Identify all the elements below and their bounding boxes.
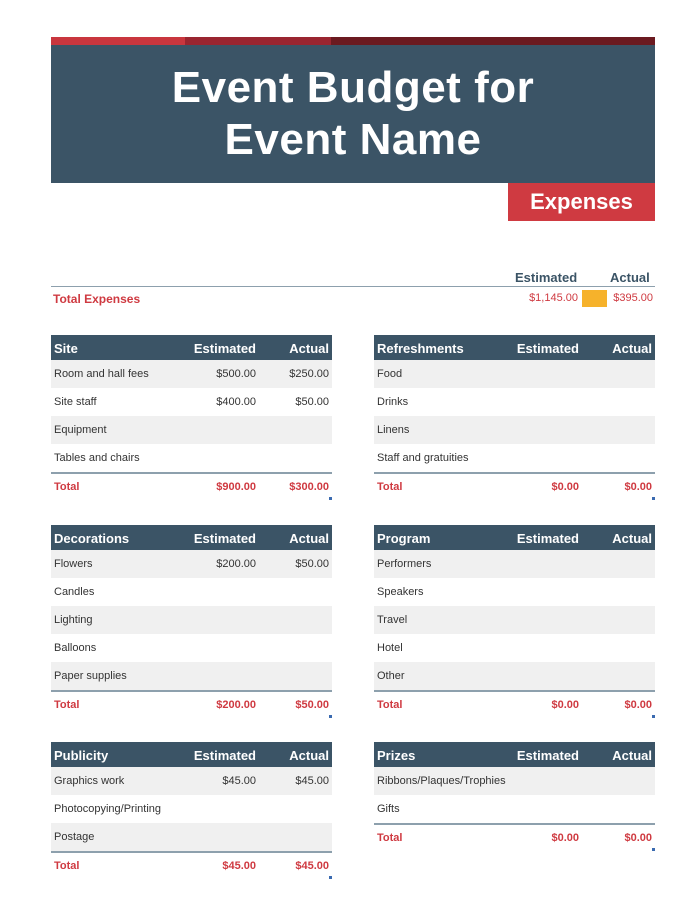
item-estimated[interactable]: $500.00 (216, 368, 256, 380)
table-row[interactable] (51, 578, 332, 606)
item-name: Ribbons/Plaques/Trophies (377, 775, 506, 787)
table-title: Prizes (377, 748, 416, 763)
item-name: Paper supplies (54, 670, 127, 682)
table-row[interactable] (374, 388, 655, 416)
item-name: Drinks (377, 396, 409, 408)
total-estimated: $200.00 (216, 699, 256, 711)
table-resize-handle[interactable] (652, 848, 655, 851)
item-name: Gifts (377, 803, 400, 815)
actual-header: Actual (289, 748, 329, 763)
table-row[interactable] (51, 444, 332, 472)
estimated-header: Estimated (193, 748, 256, 763)
item-actual[interactable]: $45.00 (295, 775, 329, 787)
table-row[interactable] (374, 767, 655, 795)
item-name: Lighting (54, 614, 93, 626)
item-name: Hotel (377, 642, 403, 654)
estimated-header: Estimated (516, 748, 579, 763)
total-actual: $0.00 (624, 699, 652, 711)
item-estimated[interactable]: $200.00 (216, 558, 256, 570)
table-row[interactable] (51, 388, 332, 416)
total-row (374, 690, 655, 720)
actual-header: Actual (612, 748, 652, 763)
accent-segment-1 (51, 37, 185, 45)
actual-header: Actual (289, 341, 329, 356)
table-row[interactable] (374, 550, 655, 578)
variance-highlight (582, 290, 607, 307)
total-estimated: $0.00 (551, 481, 579, 493)
item-estimated[interactable]: $45.00 (222, 775, 256, 787)
item-estimated[interactable]: $400.00 (216, 396, 256, 408)
summary-divider (51, 286, 655, 287)
item-name: Tables and chairs (54, 452, 140, 464)
table-title: Decorations (54, 531, 130, 546)
total-label: Total (54, 860, 80, 872)
table-row[interactable] (374, 795, 655, 823)
table-header (51, 335, 332, 360)
table-resize-handle[interactable] (329, 876, 332, 879)
title-line-1[interactable]: Event Budget for (171, 63, 535, 112)
table-row[interactable] (51, 416, 332, 444)
total-row (51, 690, 332, 720)
total-actual: $45.00 (295, 860, 329, 872)
total-row (51, 472, 332, 502)
decorations-table (51, 525, 332, 720)
estimated-header: Estimated (193, 341, 256, 356)
table-resize-handle[interactable] (652, 715, 655, 718)
title-banner (51, 45, 655, 183)
item-actual[interactable]: $250.00 (289, 368, 329, 380)
publicity-table (51, 742, 332, 881)
item-name: Flowers (54, 558, 93, 570)
estimated-header: Estimated (516, 531, 579, 546)
table-header (374, 525, 655, 550)
total-expenses-actual[interactable]: $395.00 (613, 292, 653, 304)
total-estimated: $900.00 (216, 481, 256, 493)
total-row (374, 472, 655, 502)
table-header (374, 335, 655, 360)
table-row[interactable] (374, 360, 655, 388)
table-row[interactable] (374, 444, 655, 472)
table-resize-handle[interactable] (329, 715, 332, 718)
total-actual: $0.00 (624, 481, 652, 493)
summary-estimated-header: Estimated (515, 270, 578, 285)
total-label: Total (377, 699, 403, 711)
item-name: Site staff (54, 396, 97, 408)
total-row (51, 851, 332, 881)
item-name: Speakers (377, 586, 424, 598)
total-estimated: $45.00 (222, 860, 256, 872)
summary-actual-header: Actual (610, 270, 650, 285)
item-actual[interactable]: $50.00 (295, 396, 329, 408)
total-actual: $300.00 (289, 481, 329, 493)
table-row[interactable] (374, 662, 655, 690)
estimated-header: Estimated (516, 341, 579, 356)
estimated-header: Estimated (193, 531, 256, 546)
item-name: Food (377, 368, 403, 380)
table-title: Program (377, 531, 431, 546)
total-label: Total (54, 699, 80, 711)
table-resize-handle[interactable] (329, 497, 332, 500)
item-name: Staff and gratuities (377, 452, 469, 464)
item-name: Equipment (54, 424, 107, 436)
table-row[interactable] (51, 767, 332, 795)
total-estimated: $0.00 (551, 699, 579, 711)
total-actual: $50.00 (295, 699, 329, 711)
program-table (374, 525, 655, 720)
table-row[interactable] (374, 416, 655, 444)
prizes-table (374, 742, 655, 853)
total-expenses-label: Total Expenses (53, 292, 141, 306)
table-title: Refreshments (377, 341, 464, 356)
table-header (51, 525, 332, 550)
item-name: Photocopying/Printing (54, 803, 162, 815)
item-name: Candles (54, 586, 95, 598)
item-name: Performers (377, 558, 432, 570)
actual-header: Actual (289, 531, 329, 546)
top-accent-bar (51, 37, 655, 45)
total-estimated: $0.00 (551, 832, 579, 844)
actual-header: Actual (612, 531, 652, 546)
item-name: Balloons (54, 642, 97, 654)
item-name: Graphics work (54, 775, 125, 787)
expenses-tab[interactable]: Expenses (508, 183, 655, 221)
total-label: Total (377, 832, 403, 844)
item-name: Other (377, 670, 405, 682)
table-title: Site (54, 341, 78, 356)
item-name: Room and hall fees (54, 368, 149, 380)
table-title: Publicity (54, 748, 109, 763)
total-expenses-estimated[interactable]: $1,145.00 (529, 292, 578, 304)
item-name: Postage (54, 831, 95, 843)
accent-segment-3 (331, 37, 655, 45)
item-name: Travel (377, 614, 408, 626)
table-row[interactable] (51, 795, 332, 823)
table-header (51, 742, 332, 767)
table-header (374, 742, 655, 767)
table-row[interactable] (51, 823, 332, 851)
table-row[interactable] (51, 606, 332, 634)
total-label: Total (377, 481, 403, 493)
table-row[interactable] (51, 550, 332, 578)
total-actual: $0.00 (624, 832, 652, 844)
title-line-2[interactable]: Event Name (224, 115, 482, 164)
total-label: Total (54, 481, 80, 493)
total-row (374, 823, 655, 853)
item-name: Linens (377, 424, 410, 436)
table-resize-handle[interactable] (652, 497, 655, 500)
table-row[interactable] (51, 634, 332, 662)
table-row[interactable] (51, 662, 332, 690)
table-row[interactable] (374, 578, 655, 606)
table-row[interactable] (51, 360, 332, 388)
table-row[interactable] (374, 606, 655, 634)
refreshments-table (374, 335, 655, 502)
actual-header: Actual (612, 341, 652, 356)
item-actual[interactable]: $50.00 (295, 558, 329, 570)
table-row[interactable] (374, 634, 655, 662)
site-table (51, 335, 332, 502)
accent-segment-2 (185, 37, 331, 45)
